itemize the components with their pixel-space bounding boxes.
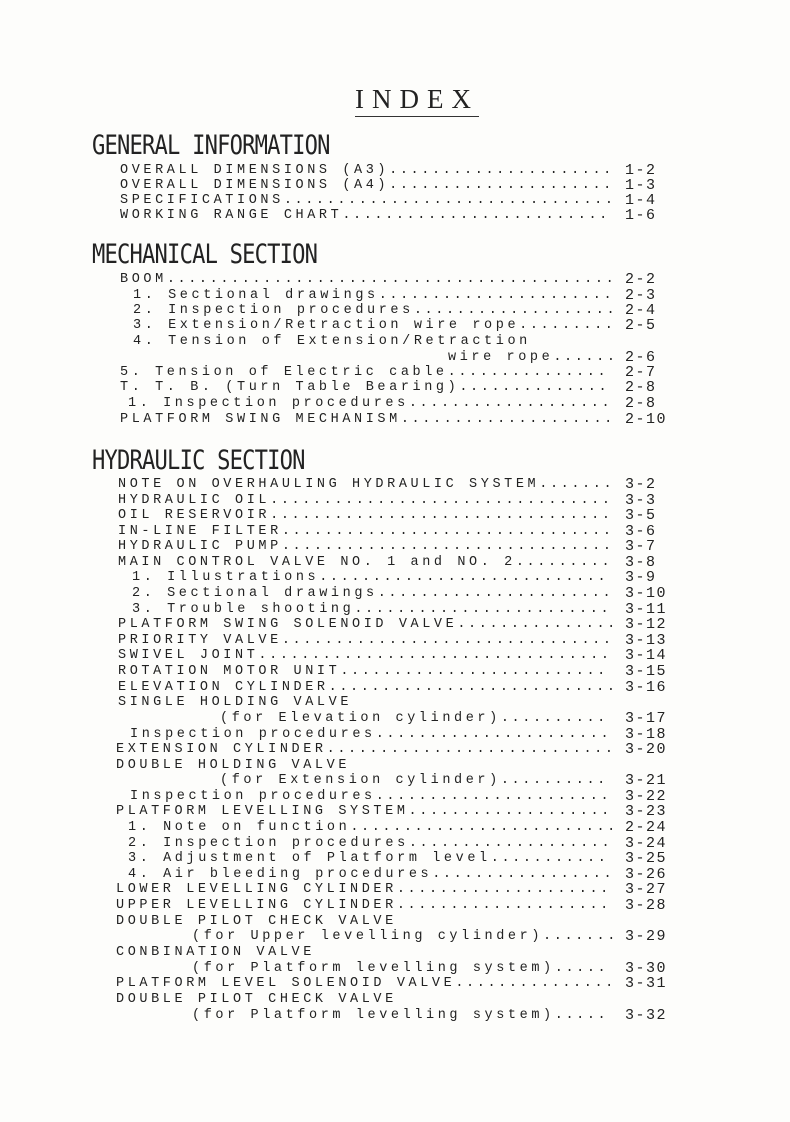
toc-entry (116, 804, 612, 820)
leader-dots: ................................ (270, 508, 613, 523)
toc-entry-label: (for Platform levelling system) (192, 1008, 555, 1023)
toc-page-number: 3-26 (625, 866, 668, 883)
leader-dots: ....... (539, 477, 615, 492)
leader-dots: ................................ (270, 493, 613, 508)
leader-dots: ..... (554, 1008, 609, 1023)
toc-page-number: 2-3 (625, 287, 657, 304)
leader-dots: ................................. (258, 648, 612, 663)
leader-dots: ........................... (319, 570, 609, 585)
toc-page-number: 3-15 (625, 663, 668, 680)
toc-entry-label: 4. Tension of Extension/Retraction (133, 334, 531, 349)
toc-entry (192, 929, 618, 945)
toc-page-number: 1-3 (625, 177, 657, 194)
toc-entry (116, 758, 350, 774)
toc-entry-label: OVERALL DIMENSIONS (A4) (120, 178, 390, 193)
toc-page-number: 2-7 (625, 364, 657, 381)
toc-entry (120, 193, 616, 209)
toc-entry (128, 867, 614, 883)
toc-entry-label: SWIVEL JOINT (118, 648, 259, 663)
toc-entry (120, 272, 616, 288)
toc-page-number: 1-2 (625, 162, 657, 179)
leader-dots: .................... (396, 898, 611, 913)
leader-dots: .................... (400, 412, 615, 427)
toc-entry (128, 820, 618, 836)
leader-dots: ..................... (389, 178, 614, 193)
leader-dots: ................... (408, 396, 613, 411)
toc-entry-label: OVERALL DIMENSIONS (A3) (120, 163, 390, 178)
toc-entry (448, 350, 618, 366)
toc-page-number: 3-7 (625, 538, 657, 555)
leader-dots: ............................... (283, 193, 616, 208)
leader-dots: ................. (432, 867, 615, 882)
toc-page-number: 1-6 (625, 207, 657, 224)
leader-dots: ........... (490, 851, 609, 866)
leader-dots: ............... (457, 617, 618, 632)
toc-entry (118, 664, 608, 680)
toc-entry-label: HYDRAULIC PUMP (118, 539, 282, 554)
toc-page-number: 3-3 (625, 492, 657, 509)
toc-entry-label: 2. Sectional drawings (132, 586, 378, 601)
toc-entry (130, 789, 611, 805)
leader-dots: .......... (500, 711, 608, 726)
toc-entry (130, 727, 611, 743)
toc-page-number: 3-8 (625, 554, 657, 571)
leader-dots: ........................ (354, 602, 612, 617)
toc-page-number: 3-22 (625, 788, 668, 805)
toc-entry-label: DOUBLE PILOT CHECK VALVE (116, 992, 397, 1007)
toc-entry-label: DOUBLE HOLDING VALVE (116, 758, 351, 773)
leader-dots: ....... (543, 929, 618, 944)
toc-entry-label: Inspection procedures (130, 727, 376, 742)
leader-dots: ........................... (326, 742, 616, 757)
section-heading-general-information: GENERAL INFORMATION (92, 130, 330, 161)
section-heading-hydraulic-section: HYDRAULIC SECTION (92, 445, 305, 476)
toc-page-number: 3-17 (625, 710, 668, 727)
leader-dots: ........................... (328, 680, 618, 695)
toc-page-number: 3-12 (625, 616, 668, 633)
leader-dots: ................... (413, 303, 618, 318)
toc-entry (120, 178, 614, 194)
toc-entry (118, 555, 612, 571)
leader-dots: ...................... (377, 586, 614, 601)
toc-entry-label: PRIORITY VALVE (118, 633, 282, 648)
toc-entry (118, 508, 613, 524)
toc-entry-label: 1. Inspection procedures (128, 396, 409, 411)
toc-entry (118, 477, 614, 493)
leader-dots: ...................... (375, 789, 612, 804)
leader-dots: ......................... (342, 208, 610, 223)
toc-entry (128, 396, 612, 412)
toc-entry (116, 976, 616, 992)
toc-entry-label: 5. Tension of Electric cable (120, 365, 448, 380)
toc-entry (133, 334, 531, 350)
toc-entry (133, 303, 617, 319)
section-heading-mechanical-section: MECHANICAL SECTION (92, 239, 318, 270)
toc-page-number: 2-8 (625, 395, 657, 412)
toc-page-number: 2-10 (625, 411, 668, 428)
toc-entry (116, 898, 611, 914)
toc-page-number: 1-4 (625, 192, 657, 209)
toc-entry-label: LOWER LEVELLING CYLINDER (116, 882, 397, 897)
toc-entry-label: 3. Adjustment of Platform level (128, 851, 491, 866)
toc-entry (192, 1008, 608, 1024)
toc-page-number: 2-2 (625, 271, 657, 288)
toc-entry (120, 412, 615, 428)
toc-entry-label: 1. Note on function (128, 820, 351, 835)
toc-entry (118, 539, 614, 555)
toc-page-number: 2-5 (625, 317, 657, 334)
toc-entry-label: 2. Inspection procedures (128, 836, 409, 851)
toc-page-number: 3-6 (625, 523, 657, 540)
toc-page-number: 2-4 (625, 302, 657, 319)
toc-page-number: 3-11 (625, 601, 668, 618)
toc-entry (132, 570, 608, 586)
toc-page-number: 3-23 (625, 803, 668, 820)
toc-entry-label: 4. Air bleeding procedures (128, 867, 433, 882)
toc-entry (118, 680, 618, 696)
toc-entry-label: wire rope (448, 350, 554, 365)
toc-entry-label: PLATFORM SWING MECHANISM (120, 412, 401, 427)
toc-page-number: 3-9 (625, 569, 657, 586)
leader-dots: ...................... (375, 727, 612, 742)
toc-entry (118, 617, 618, 633)
toc-page-number: 3-5 (625, 507, 657, 524)
toc-entry-label: NOTE ON OVERHAULING HYDRAULIC SYSTEM (118, 477, 540, 492)
toc-entry (192, 961, 608, 977)
leader-dots: .............. (459, 380, 610, 395)
leader-dots: .................... (396, 882, 611, 897)
toc-entry-label: BOOM (120, 272, 167, 287)
leader-dots: ................... (408, 836, 613, 851)
toc-page-number: 2-6 (625, 349, 657, 366)
toc-entry-label: CONBINATION VALVE (116, 945, 315, 960)
toc-entry (128, 851, 608, 867)
toc-entry-label: (for Upper levelling cylinder) (192, 929, 544, 944)
toc-entry (118, 648, 612, 664)
toc-entry (133, 288, 614, 304)
toc-page-number: 3-31 (625, 975, 668, 992)
leader-dots: ..... (554, 961, 609, 976)
toc-entry-label: Inspection procedures (130, 789, 376, 804)
leader-dots: .......... (500, 773, 608, 788)
toc-page-number: 3-27 (625, 881, 668, 898)
leader-dots: ............... (455, 976, 616, 991)
toc-entry-label: 1. Sectional drawings (133, 288, 379, 303)
toc-page-number: 3-18 (625, 726, 668, 743)
toc-entry (116, 914, 397, 930)
leader-dots: ......... (515, 555, 613, 570)
toc-entry-label: HYDRAULIC OIL (118, 493, 271, 508)
toc-page-number: 3-30 (625, 960, 668, 977)
toc-entry (132, 586, 613, 602)
leader-dots: ...... (553, 350, 618, 365)
toc-entry-label: PLATFORM SWING SOLENOID VALVE (118, 617, 458, 632)
toc-entry (120, 208, 610, 224)
toc-entry-label: MAIN CONTROL VALVE NO. 1 and NO. 2 (118, 555, 516, 570)
leader-dots: ......................... (350, 820, 618, 835)
toc-entry-label: T. T. B. (Turn Table Bearing) (120, 380, 460, 395)
toc-entry-label: IN-LINE FILTER (118, 524, 282, 539)
toc-page-number: 3-28 (625, 897, 668, 914)
toc-entry-label: (for Extension cylinder) (220, 773, 501, 788)
toc-entry-label: WORKING RANGE CHART (120, 208, 343, 223)
leader-dots: ................... (408, 804, 612, 819)
toc-entry (118, 633, 614, 649)
page-title: INDEX (355, 84, 479, 117)
toc-entry (120, 163, 614, 179)
toc-page-number: 2-8 (625, 379, 657, 396)
toc-entry-label: OIL RESERVOIR (118, 508, 271, 523)
toc-entry-label: PLATFORM LEVEL SOLENOID VALVE (116, 976, 456, 991)
toc-entry (133, 318, 615, 334)
toc-entry-label: (for Elevation cylinder) (220, 711, 501, 726)
leader-dots: ............................... (281, 633, 614, 648)
toc-entry-label: ELEVATION CYLINDER (118, 680, 329, 695)
leader-dots: .......................................... (166, 272, 617, 287)
toc-entry (116, 945, 315, 961)
toc-page-number: 3-29 (625, 928, 668, 945)
toc-entry (116, 742, 616, 758)
leader-dots: ......... (519, 318, 616, 333)
leader-dots: ..................... (389, 163, 614, 178)
toc-page-number: 3-32 (625, 1007, 668, 1024)
toc-entry (118, 493, 613, 509)
toc-page-number: 3-21 (625, 772, 668, 789)
toc-entry (220, 711, 608, 727)
leader-dots: ...................... (378, 288, 615, 303)
toc-entry (118, 524, 614, 540)
toc-entry-label: 3. Extension/Retraction wire rope (133, 318, 520, 333)
toc-page-number: 3-14 (625, 647, 668, 664)
toc-entry (128, 836, 612, 852)
toc-entry (120, 380, 609, 396)
toc-entry (116, 882, 611, 898)
leader-dots: ......................... (340, 664, 608, 679)
toc-page-number: 3-16 (625, 679, 668, 696)
toc-entry-label: ROTATION MOTOR UNIT (118, 664, 341, 679)
toc-entry-label: 3. Trouble shooting (132, 602, 355, 617)
toc-page-number: 3-10 (625, 585, 668, 602)
toc-page-number: 2-24 (625, 819, 668, 836)
toc-entry (116, 992, 397, 1008)
toc-page-number: 3-24 (625, 835, 668, 852)
leader-dots: ............................... (281, 524, 614, 539)
toc-entry-label: 1. Illustrations (132, 570, 320, 585)
toc-page-number: 3-25 (625, 850, 668, 867)
toc-entry-label: UPPER LEVELLING CYLINDER (116, 898, 397, 913)
leader-dots: ............................... (281, 539, 614, 554)
toc-entry (132, 602, 611, 618)
toc-page-number: 3-2 (625, 476, 657, 493)
toc-entry-label: PLATFORM LEVELLING SYSTEM (116, 804, 409, 819)
leader-dots: ............... (447, 365, 609, 380)
toc-page-number: 3-13 (625, 632, 668, 649)
toc-entry-label: EXTENSION CYLINDER (116, 742, 327, 757)
toc-entry (120, 365, 608, 381)
toc-entry-label: (for Platform levelling system) (192, 961, 555, 976)
toc-entry-label: SINGLE HOLDING VALVE (118, 695, 353, 710)
toc-entry-label: SPECIFICATIONS (120, 193, 284, 208)
toc-entry-label: DOUBLE PILOT CHECK VALVE (116, 914, 397, 929)
toc-entry (118, 695, 352, 711)
toc-entry-label: 2. Inspection procedures (133, 303, 414, 318)
toc-entry (220, 773, 608, 789)
toc-page-number: 3-20 (625, 741, 668, 758)
